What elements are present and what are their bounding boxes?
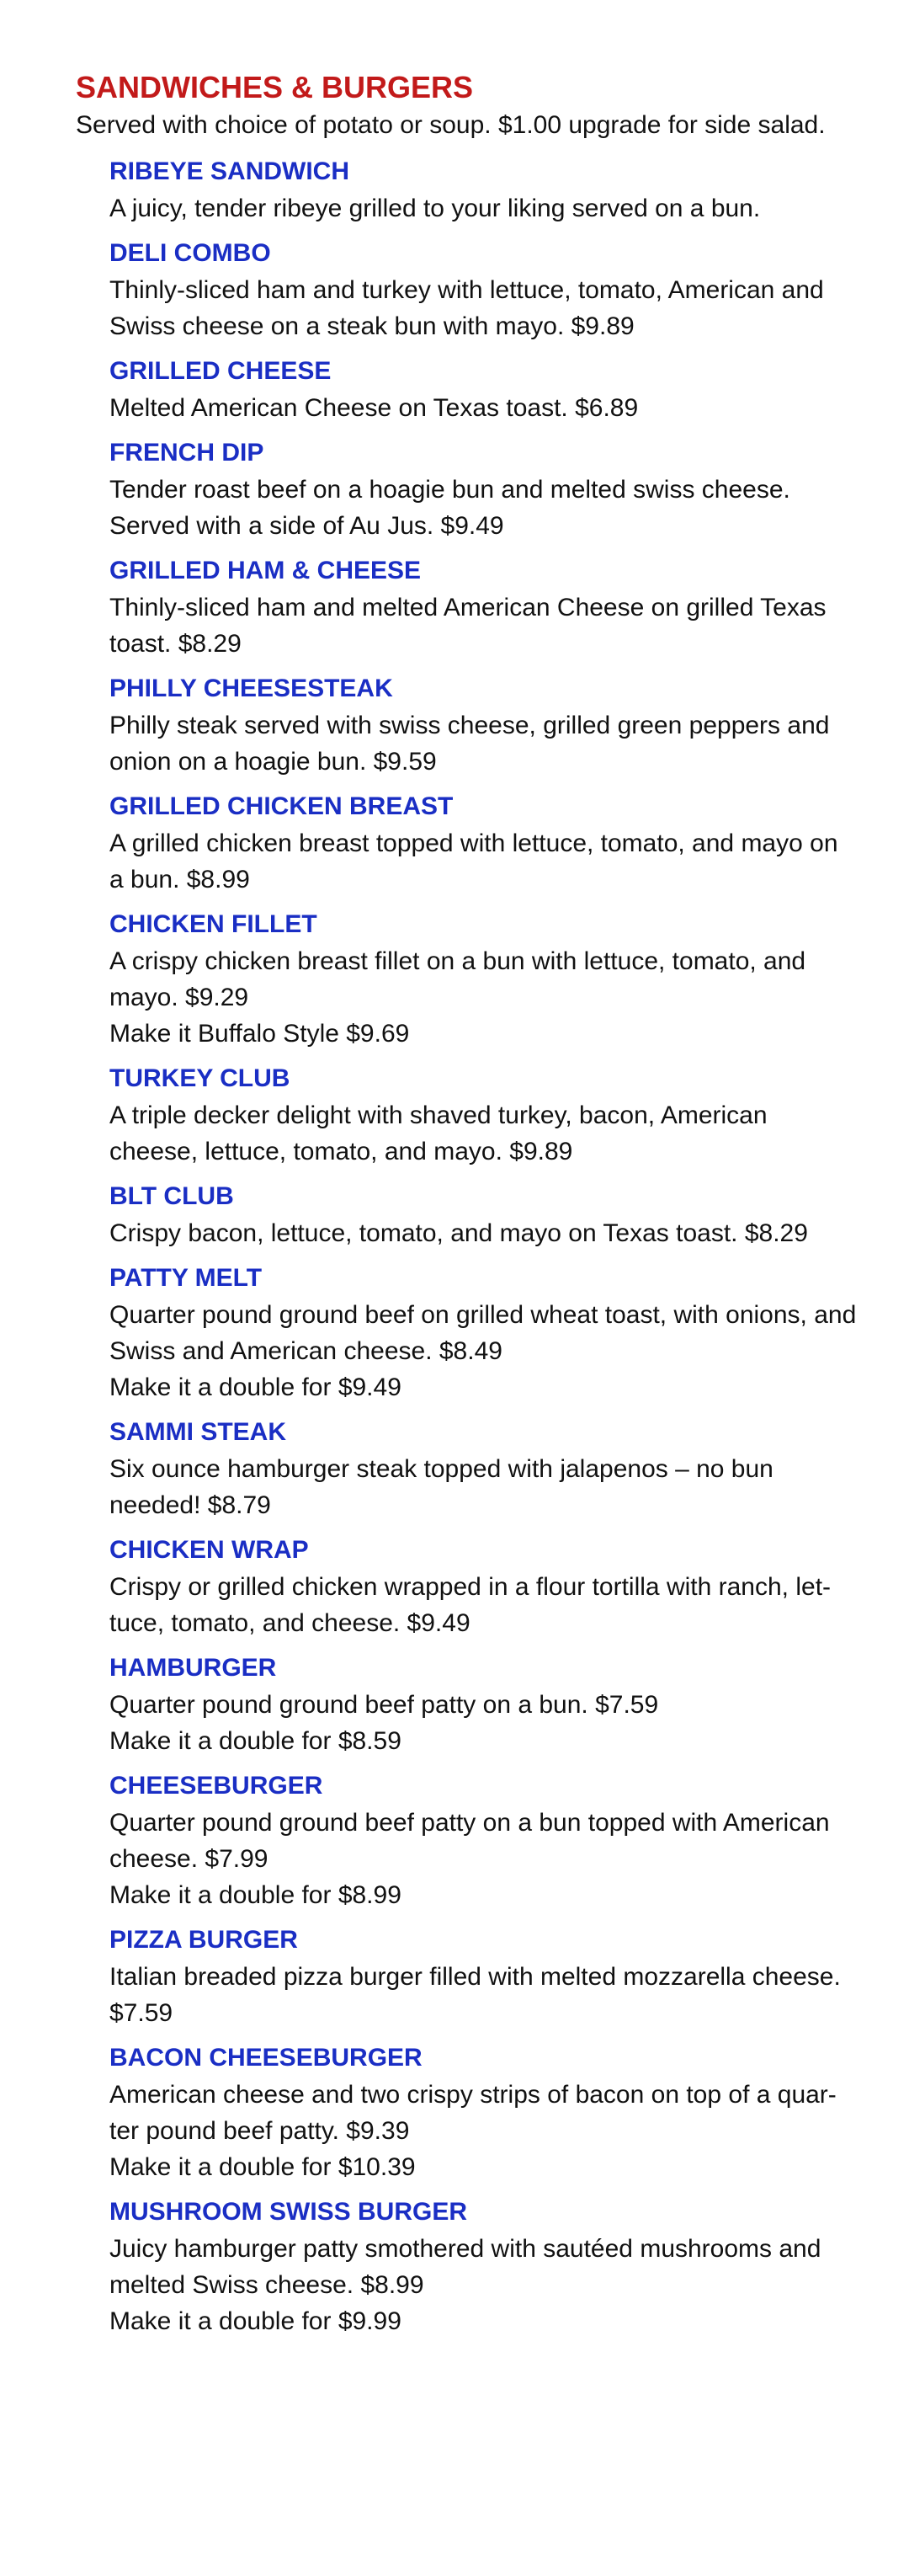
menu-item bbox=[109, 790, 858, 898]
item-option: Make it a double for $8.99 bbox=[109, 1881, 401, 1909]
item-description: Quarter pound ground beef patty on a bun. $7.59 bbox=[109, 1691, 659, 1719]
item-description: Philly steak served with swiss cheese, grilled green peppers and onion on a hoagie bun. $9.59 bbox=[109, 712, 830, 776]
item-title: BACON CHEESEBURGER bbox=[109, 2044, 423, 2072]
item-description: A grilled chicken breast topped with lettuce, tomato, and mayo on a bun. $8.99 bbox=[109, 829, 838, 893]
section-title: SANDWICHES & BURGERS bbox=[76, 70, 474, 104]
item-description: American cheese and two crispy strips of bacon on top of a quar-ter pound beef patty. $9.39 bbox=[109, 2081, 837, 2145]
item-title: BLT CLUB bbox=[109, 1182, 234, 1210]
item-description: Quarter pound ground beef on grilled wheat toast, with onions, and Swiss and American cheese. $8.49 bbox=[109, 1301, 857, 1365]
item-option: Make it a double for $9.99 bbox=[109, 2307, 401, 2335]
item-description: Tender roast beef on a hoagie bun and melted swiss cheese. Served with a side of Au Jus. $9.49 bbox=[109, 476, 790, 540]
item-option: Make it Buffalo Style $9.69 bbox=[109, 1020, 410, 1048]
item-title: PIZZA BURGER bbox=[109, 1926, 298, 1954]
menu-item bbox=[109, 436, 858, 544]
item-description: Juicy hamburger patty smothered with sautéed mushrooms and melted Swiss cheese. $8.99 bbox=[109, 2235, 821, 2299]
item-title: CHICKEN WRAP bbox=[109, 1536, 309, 1564]
item-title: SAMMI STEAK bbox=[109, 1418, 286, 1446]
menu-item bbox=[109, 1062, 858, 1170]
menu-item bbox=[109, 672, 858, 780]
item-title: TURKEY CLUB bbox=[109, 1064, 290, 1092]
item-description: Melted American Cheese on Texas toast. $6.89 bbox=[109, 394, 639, 422]
menu-item bbox=[109, 1261, 858, 1405]
menu-item bbox=[109, 1651, 858, 1759]
menu-items bbox=[76, 155, 875, 2339]
menu-item bbox=[109, 237, 858, 344]
item-description: Italian breaded pizza burger filled with melted mozzarella cheese. $7.59 bbox=[109, 1963, 841, 2027]
item-description: Thinly-sliced ham and melted American Cheese on grilled Texas toast. $8.29 bbox=[109, 594, 827, 658]
item-title: GRILLED CHEESE bbox=[109, 357, 332, 385]
menu-item bbox=[109, 2195, 858, 2339]
item-description: A juicy, tender ribeye grilled to your liking served on a bun. bbox=[109, 195, 761, 222]
menu-item bbox=[109, 1533, 858, 1641]
item-description: A crispy chicken breast fillet on a bun with lettuce, tomato, and mayo. $9.29 bbox=[109, 947, 806, 1011]
item-title: HAMBURGER bbox=[109, 1654, 277, 1682]
item-description: Crispy bacon, lettuce, tomato, and mayo on Texas toast. $8.29 bbox=[109, 1219, 808, 1247]
item-title: CHEESEBURGER bbox=[109, 1772, 323, 1800]
item-title: DELI COMBO bbox=[109, 239, 271, 267]
item-description: Six ounce hamburger steak topped with jalapenos – no bun needed! $8.79 bbox=[109, 1455, 773, 1519]
menu-item bbox=[109, 1180, 858, 1251]
item-option: Make it a double for $9.49 bbox=[109, 1373, 401, 1401]
menu-item bbox=[109, 155, 858, 227]
item-title: MUSHROOM SWISS BURGER bbox=[109, 2198, 468, 2226]
item-title: GRILLED CHICKEN BREAST bbox=[109, 792, 454, 820]
section-intro: Served with choice of potato or soup. $1.00 upgrade for side salad. bbox=[76, 111, 826, 139]
item-title: CHICKEN FILLET bbox=[109, 910, 317, 938]
item-description: Crispy or grilled chicken wrapped in a flour tortilla with ranch, let-tuce, tomato, and cheese. $9.49 bbox=[109, 1573, 832, 1637]
item-title: PATTY MELT bbox=[109, 1264, 263, 1292]
item-title: RIBEYE SANDWICH bbox=[109, 157, 350, 185]
item-description: A triple decker delight with shaved turkey, bacon, American cheese, lettuce, tomato, and mayo. $9.89 bbox=[109, 1101, 768, 1165]
menu-item bbox=[109, 908, 858, 1052]
item-option: Make it a double for $10.39 bbox=[109, 2153, 416, 2181]
menu-item bbox=[109, 355, 858, 426]
menu-item bbox=[109, 2041, 858, 2185]
item-title: FRENCH DIP bbox=[109, 439, 264, 467]
menu-item bbox=[109, 554, 858, 662]
menu-item bbox=[109, 1923, 858, 2031]
item-description: Quarter pound ground beef patty on a bun topped with American cheese. $7.99 bbox=[109, 1809, 830, 1873]
menu-item bbox=[109, 1416, 858, 1523]
item-title: GRILLED HAM & CHEESE bbox=[109, 557, 422, 584]
item-description: Thinly-sliced ham and turkey with lettuce, tomato, American and Swiss cheese on a steak bun with mayo. $9.89 bbox=[109, 276, 824, 340]
item-option: Make it a double for $8.59 bbox=[109, 1727, 401, 1755]
item-title: PHILLY CHEESESTEAK bbox=[109, 675, 393, 702]
menu-item bbox=[109, 1769, 858, 1913]
